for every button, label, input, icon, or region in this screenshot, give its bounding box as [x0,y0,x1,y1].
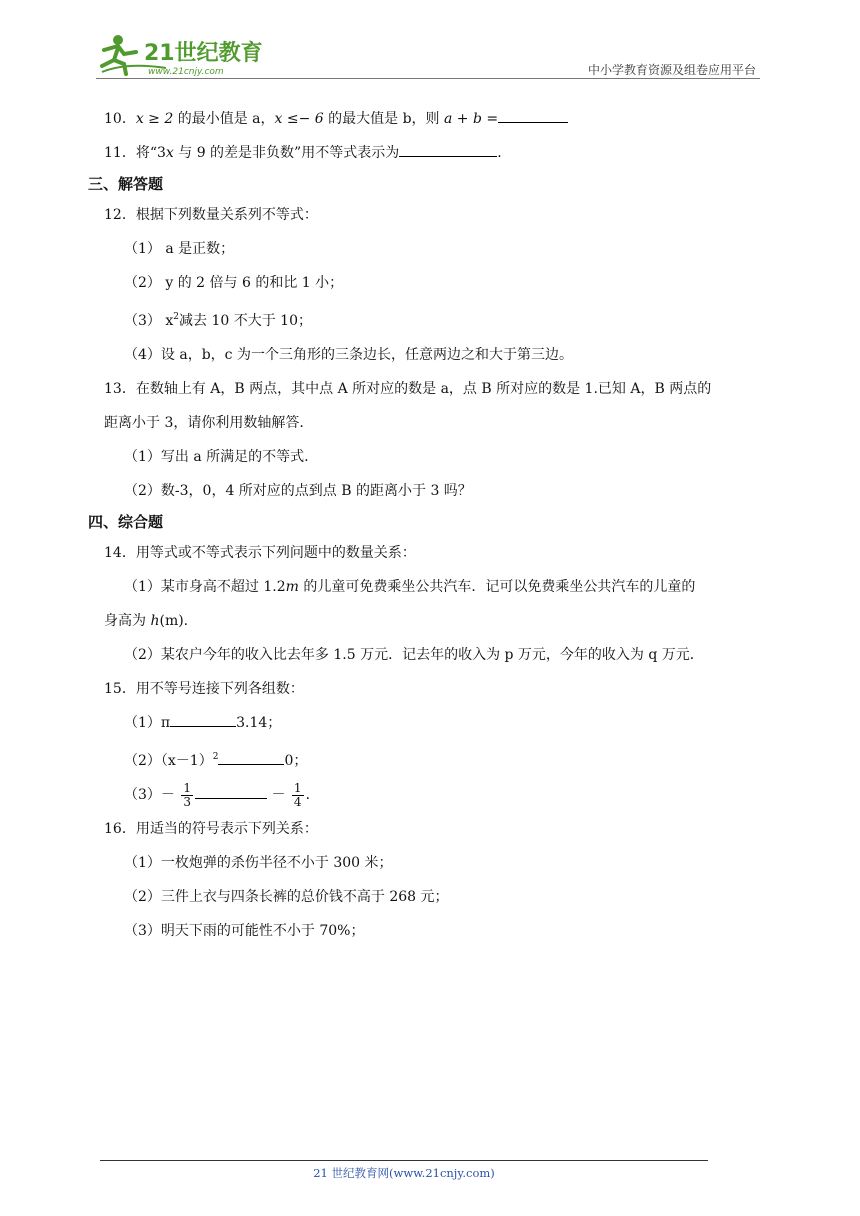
answer-blank[interactable] [170,708,236,727]
question-14-item-2: （2）某农户今年的收入比去年多 1.5 万元．记去年的收入为 p 万元，今年的收入为 q 万元． [124,647,704,663]
question-14-item-1-cont: 身高为 h(m). [104,613,189,629]
svg-text:21世纪教育: 21世纪教育 [144,41,263,66]
question-12-stem: 12．根据下列数量关系列不等式： [104,207,318,223]
question-14-item-1: （1）某市身高不超过 1.2m 的儿童可免费乘坐公共汽车．记可以免费乘坐公共汽车的儿童的 [124,579,696,595]
answer-blank[interactable] [218,746,284,765]
question-12-item-2: （2） y 的 2 倍与 6 的和比 1 小； [124,275,344,291]
question-10: 10．x ≥ 2 的最小值是 a，x ≤− 6 的最大值是 b，则 a + b = [104,102,764,136]
section-heading-3: 三、解答题 [88,175,164,193]
fraction-one-third: $\frac{1}{3}$ [183,780,192,809]
fraction-one-fourth: $\frac{1}{4}$ [293,780,302,809]
question-16-item-1: （1）一枚炮弹的杀伤半径不小于 300 米； [124,855,393,871]
question-15-item-2: $(2)(x-1)^2$ 0； [104,740,764,778]
question-14-stem: 14．用等式或不等式表示下列问题中的数量关系： [104,545,416,561]
question-15-stem: 15．用不等号连接下列各组数： [104,681,304,697]
svg-text:www.21cnjy.com: www.21cnjy.com [148,67,224,77]
question-16-item-2: （2）三件上衣与四条长裤的总价钱不高于 268 元； [124,889,449,905]
header-divider [96,78,760,79]
question-12-item-3: （3） $x^2$减去 10 不大于 10； [124,312,312,329]
question-11: 11．将“3x 与 9 的差是非负数”用不等式表示为 . [104,136,764,170]
platform-name: 中小学教育资源及组卷应用平台 [587,63,756,77]
exam-content [88,102,764,948]
question-16-stem: 16．用适当的符号表示下列关系： [104,821,318,837]
footer-link[interactable]: 21 世纪教育网(www.21cnjy.com) [313,1166,495,1180]
question-15-item-3: （3）－ $\frac{1}{3}$ － $\frac{1}{4}$ ． [124,780,320,809]
answer-blank[interactable] [498,104,568,123]
site-logo [96,32,266,80]
question-13-stem-2: 距离小于 3，请你利用数轴解答. [104,415,304,431]
question-12-item-1: （1） a 是正数； [124,241,235,257]
question-15-item-1: （1）π 3.14； [104,706,764,740]
runner-logo-icon [96,32,266,80]
section-heading-4: 四、综合题 [88,513,164,531]
question-13-item-2: （2）数-3，0，4 所对应的点到点 B 的距离小于 3 吗？ [124,483,472,499]
footer-divider [100,1160,708,1161]
answer-blank[interactable] [195,780,267,799]
question-16-item-3: （3）明天下雨的可能性不小于 70%； [124,923,365,939]
question-13-item-1: （1）写出 a 所满足的不等式. [124,449,309,465]
question-12-item-4: （4）设 a，b，c 为一个三角形的三条边长，任意两边之和大于第三边。 [124,347,573,363]
question-13-stem-1: 13．在数轴上有 A，B 两点，其中点 A 所对应的数是 a，点 B 所对应的数是 1.已知 A，B 两点的 [104,381,712,397]
answer-blank[interactable] [399,138,497,157]
page-header [96,32,760,80]
